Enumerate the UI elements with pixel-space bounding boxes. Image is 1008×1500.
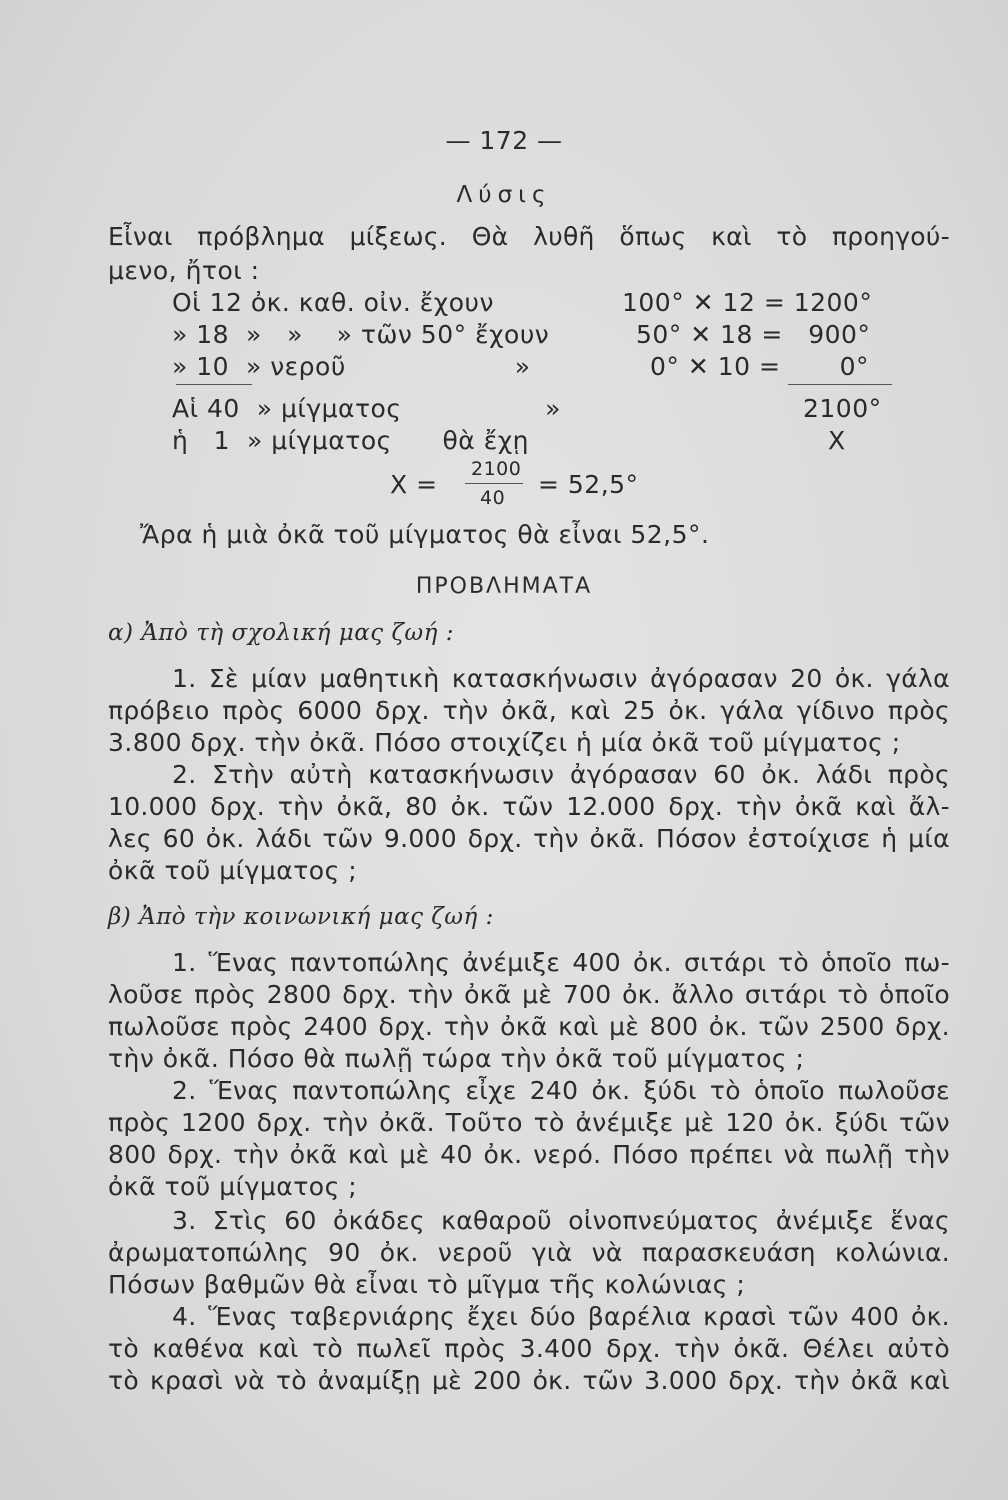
problem-line: 4. Ἕνας ταβερνιάρης ἔχει δύο βαρέλια κρασὶ τῶν 400 ὀκ. (172, 1302, 950, 1331)
problem-line: τὸ κρασὶ νὰ τὸ ἀναμίξῃ μὲ 200 ὀκ. τῶν 3.000 δρχ. τὴν ὀκᾶ καὶ (108, 1366, 950, 1395)
problem-line: λες 60 ὀκ. λάδι τῶν 9.000 δρχ. τὴν ὀκᾶ. Πόσον ἐστοίχισε ἡ μία (108, 824, 950, 853)
intro-line-2: μενο, ἤτοι : (108, 256, 260, 285)
formula-lhs: Χ = (390, 470, 438, 499)
problem-line: 2. Ἕνας παντοπώλης εἶχε 240 ὀκ. ξύδι τὸ ὁποῖο πωλοῦσε (172, 1076, 950, 1105)
problem-line: ὀκᾶ τοῦ μίγματος ; (108, 856, 358, 885)
problem-line: Πόσων βαθμῶν θὰ εἶναι τὸ μῖγμα τῆς κολώνιας ; (108, 1270, 746, 1299)
formula-numerator: 2100 (471, 458, 522, 480)
section-b-heading: β) Ἀπὸ τὴν κοινωνική μας ζωή : (108, 904, 494, 930)
conclusion: Ἄρα ἡ μιὰ ὀκᾶ τοῦ μίγματος θὰ εἶναι 52,5°. (140, 520, 710, 549)
table-row-label: » 10 » νεροῦ » (172, 352, 531, 381)
table-row-label: » 18 » » » τῶν 50° ἔχουν (172, 320, 550, 349)
table-row-label: Οἱ 12 ὀκ. καθ. οἰν. ἔχουν (172, 288, 494, 317)
problem-line: πωλοῦσε πρὸς 2400 δρχ. τὴν ὀκᾶ καὶ μὲ 800 ὀκ. τῶν 2500 δρχ. (108, 1012, 950, 1041)
intro-line-1: Εἶναι πρόβλημα μίξεως. Θὰ λυθῆ ὅπως καὶ τὸ προηγού- (108, 222, 950, 251)
problem-line: 3.800 δρχ. τὴν ὀκᾶ. Πόσο στοιχίζει ἡ μία ὀκᾶ τοῦ μίγματος ; (108, 728, 901, 757)
table-row-label: Αἱ 40 » μίγματος » (172, 394, 561, 423)
table-row-calc: Χ (828, 426, 846, 455)
problem-line: ἀρωματοπώλης 90 ὀκ. νεροῦ γιὰ νὰ παρασκευάση κολώνια. (108, 1238, 950, 1267)
problem-line: 800 δρχ. τὴν ὀκᾶ καὶ μὲ 40 ὀκ. νερό. Πόσο πρέπει νὰ πωλῇ τὴν (108, 1140, 950, 1169)
formula-rhs: = 52,5° (538, 470, 639, 499)
problem-line: 1. Ἕνας παντοπώλης ἀνέμιξε 400 ὀκ. σιτάρι τὸ ὁποῖο πω- (172, 948, 950, 977)
table-row-calc: 50° ✕ 18 = 900° (636, 320, 871, 349)
table-row-label: ἡ 1 » μίγματος θὰ ἔχῃ (172, 426, 529, 455)
problem-line: τὴν ὀκᾶ. Πόσο θὰ πωλῇ τώρα τὴν ὀκᾶ τοῦ μίγματος ; (108, 1044, 805, 1073)
problem-line: 3. Στὶς 60 ὀκάδες καθαροῦ οἰνοπνεύματος ἀνέμιξε ἕνας (172, 1206, 950, 1235)
problem-line: πρόβειο πρὸς 6000 δρχ. τὴν ὀκᾶ, καὶ 25 ὀκ. γάλα γίδινο πρὸς (108, 696, 950, 725)
problems-heading: ΠΡΟΒΛΗΜΑΤΑ (415, 574, 593, 599)
problem-line: 10.000 δρχ. τὴν ὀκᾶ, 80 ὀκ. τῶν 12.000 δρχ. τὴν ὀκᾶ καὶ ἄλ- (108, 792, 950, 821)
table-row-calc: 100° ✕ 12 = 1200° (622, 288, 873, 317)
problem-line: 2. Στὴν αὐτὴ κατασκήνωσιν ἀγόρασαν 60 ὀκ. λάδι πρὸς (172, 760, 950, 789)
problem-line: ὀκᾶ τοῦ μίγματος ; (108, 1172, 358, 1201)
table-row-calc: 2100° (803, 394, 882, 423)
formula-denominator: 40 (480, 487, 506, 509)
problem-line: λοῦσε πρὸς 2800 δρχ. τὴν ὀκᾶ μὲ 700 ὀκ. ἄλλο σιτάρι τὸ ὁποῖο (108, 980, 950, 1009)
table-row-calc: 0° ✕ 10 = 0° (650, 352, 869, 381)
section-a-heading: α) Ἀπὸ τὴ σχολική μας ζωή : (108, 620, 455, 646)
problem-line: τὸ καθένα καὶ τὸ πωλεῖ πρὸς 3.400 δρχ. τὴν ὀκᾶ. Θέλει αὐτὸ (108, 1334, 950, 1363)
problem-line: πρὸς 1200 δρχ. τὴν ὀκᾶ. Τοῦτο τὸ ἀνέμιξε μὲ 120 ὀκ. ξύδι τῶν (108, 1108, 950, 1137)
problem-line: 1. Σὲ μίαν μαθητικὴ κατασκήνωσιν ἀγόρασαν 20 ὀκ. γάλα (172, 664, 950, 693)
fraction-bar (465, 483, 523, 484)
sum-rule-right (788, 384, 892, 385)
solution-heading: Λύσις (456, 182, 552, 208)
page-number: — 172 — (445, 126, 563, 155)
sum-rule-left (176, 384, 252, 385)
